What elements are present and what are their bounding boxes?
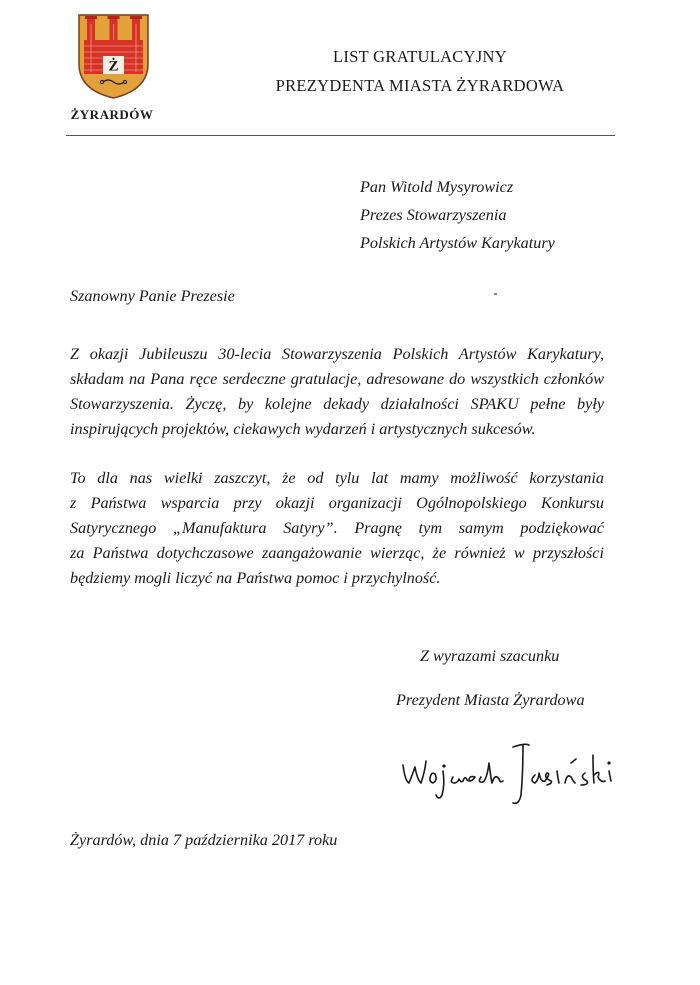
paragraph-2	[70, 466, 604, 591]
letter-title-line2: PREZYDENTA MIASTA ŻYRARDOWA	[275, 76, 565, 95]
paragraph-2-line: z Państwa wsparcia przy okazji organizacji Ogólnopolskiego Konkursu	[70, 494, 604, 512]
letter-title-line1: LIST GRATULACYJNY	[333, 47, 507, 66]
recipient-name: Pan Witold Mysyrowicz	[360, 178, 514, 196]
salutation: Szanowny Panie Prezesie	[70, 287, 235, 305]
recipient-organization: Polskich Artystów Karykatury	[360, 234, 555, 252]
paragraph-1-line: składam na Pana ręce serdeczne gratulacje, adresowane do wszystkich członków	[70, 370, 604, 388]
paragraph-2-line: Satyrycznego „Manufaktura Satyry”. Pragnę tym samym podziękować	[70, 519, 604, 537]
crest-letter: Ż	[108, 58, 119, 75]
paragraph-2-line: To dla nas wielki zaszczyt, że od tylu lat mamy możliwość korzystania	[70, 469, 604, 487]
place-and-date: Żyrardów, dnia 7 października 2017 roku	[70, 831, 338, 849]
closing-phrase: Z wyrazami szacunku	[420, 647, 560, 665]
paragraph-1-line: inspirujących projektów, ciekawych wydarzeń i artystycznych sukcesów.	[70, 420, 536, 438]
crest-caption: ŻYRARDÓW	[70, 107, 154, 122]
scan-speck	[494, 293, 497, 295]
signatory-title: Prezydent Miasta Żyrardowa	[396, 691, 585, 709]
handwritten-signature	[395, 733, 625, 813]
city-crest-icon	[76, 12, 151, 100]
recipient-position: Prezes Stowarzyszenia	[360, 206, 507, 224]
paragraph-2-line: będziemy mogli liczyć na Państwa pomoc i przychylność.	[70, 569, 441, 587]
recipient-block	[360, 173, 555, 257]
paragraph-1-line: Stowarzyszenia. Życzę, by kolejne dekady działalności SPAKU pełne były	[70, 395, 604, 413]
paragraph-2-line: za Państwa dotychczasowe zaangażowanie wierząc, że również w przyszłości	[70, 544, 604, 562]
header-divider	[66, 135, 615, 136]
paragraph-1	[70, 342, 604, 442]
paragraph-1-line: Z okazji Jubileuszu 30-lecia Stowarzyszenia Polskich Artystów Karykatury,	[70, 345, 604, 363]
